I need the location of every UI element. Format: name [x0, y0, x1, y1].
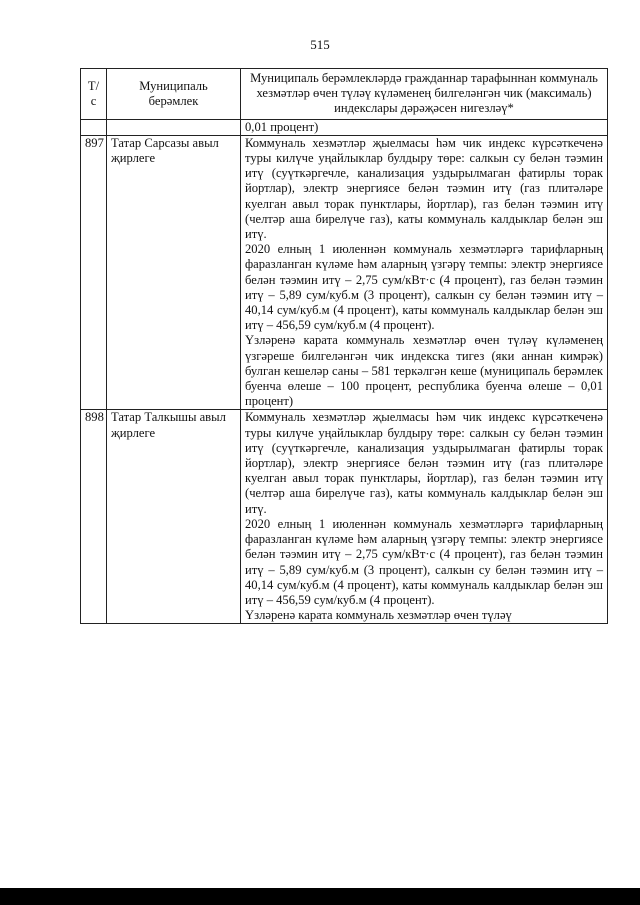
header-description: Муниципаль берәмлекләрдә гражданнар тарафыннан коммуналь хезмәтләр өчен түләү күләменең билгеләнгән чик (максималь) индекслары дәрәҗәсен нигезләү* [241, 69, 608, 120]
row-paragraph: Коммуналь хезмәтләр җыелмасы һәм чик индекс күрсәткеченә туры килүче уңайлыклар булдыру төре: салкын су белән тәэмин итү (суүткәргечле, канализация уздырылмаган фатирлы торак йортлар), электр энергиясе белән тәэмин итү (газ плитәләре куелган авыл торак пунктлары, йортлар), газ белән тәэмин итү (челтәр аша бирелүче газ), каты коммуналь калдыклар белән эш итү. [245, 135, 603, 242]
row-paragraph: Үзләренә карата коммуналь хезмәтләр өчен түләү [245, 608, 512, 623]
row-paragraph: Үзләренә карата коммуналь хезмәтләр өчен түләү күләменең үзгәреше билгеләнгән чик индекска тигез (яки аннан кимрәк) булган кешеләр саны – 581 теркәлгән кеше (муниципаль берәмлек буенча өлеше – 100 процент, республика буенча өлеше – 0,01 процент) [245, 333, 603, 409]
scan-bottom-border [0, 888, 640, 905]
continuation-num-cell [81, 119, 107, 135]
row-municipality: Татар Сарсазы авыл җирлеге [107, 135, 241, 410]
page-number: 515 [310, 37, 330, 52]
indices-table [80, 68, 608, 624]
header-number: Т/с [81, 69, 107, 120]
continuation-muni-cell [107, 119, 241, 135]
continuation-row [81, 119, 608, 135]
continuation-text: 0,01 процент) [241, 119, 608, 135]
row-paragraph: 2020 елның 1 июленнән коммуналь хезмәтләргә тарифларның фаразланган күләме һәм аларның үзгәрү темпы: электр энергиясе белән тәэмин итү – 2,75 сум/кВт·с (4 процент), газ белән тәэмин итү – 5,89 сум/куб.м (3 процент), салкын су белән тәэмин итү – 40,14 сум/куб.м (4 процент), каты коммуналь калдыклар белән эш итү – 456,59 сум/куб.м (4 процент). [245, 516, 603, 607]
row-paragraph: Коммуналь хезмәтләр җыелмасы һәм чик индекс күрсәткеченә туры килүче уңайлыклар булдыру төре: салкын су белән тәэмин итү (суүткәргечле, канализация уздырылмаган фатирлы торак йортлар), электр энергиясе белән тәэмин итү (газ плитәләре куелган авыл торак пунктлары, йортлар), газ белән тәэмин итү (челтәр аша бирелүче газ), каты коммуналь калдыклар белән эш итү. [245, 410, 603, 516]
table-row [81, 135, 608, 410]
row-description [241, 135, 608, 410]
row-number: 897 [81, 135, 107, 410]
row-paragraph: 2020 елның 1 июленнән коммуналь хезмәтләргә тарифларның фаразланган күләме һәм аларның үзгәрү темпы: электр энергиясе белән тәэмин итү – 2,75 сум/кВт·с (4 процент), газ белән тәэмин итү – 5,89 сум/куб.м (3 процент), салкын су белән тәэмин итү – 40,14 сум/куб.м (4 процент), каты коммуналь калдыклар белән эш итү – 456,59 сум/куб.м (4 процент). [245, 242, 603, 333]
row-description [241, 410, 608, 624]
row-municipality: Татар Талкышы авыл җирлеге [107, 410, 241, 624]
table-header-row [81, 69, 608, 120]
row-number: 898 [81, 410, 107, 624]
header-municipality: Муниципаль берәмлек [107, 69, 241, 120]
table-row [81, 410, 608, 624]
